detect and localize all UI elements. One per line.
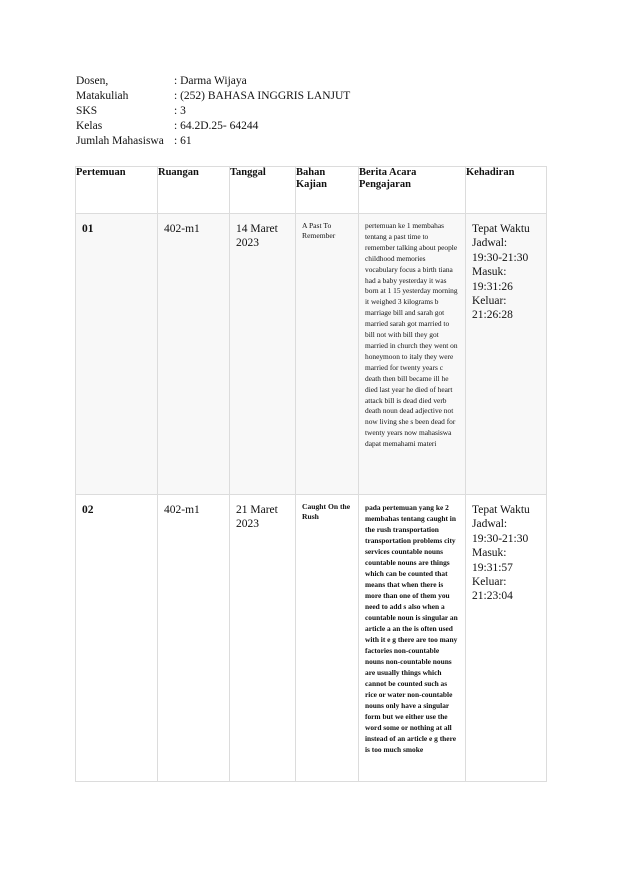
attendance-table xyxy=(75,166,547,782)
info-label: Dosen, xyxy=(76,75,109,87)
kehadiran-status: Tepat Waktu xyxy=(472,223,530,235)
info-value: : Darma Wijaya xyxy=(174,75,247,87)
kehadiran-jadwal-value: 19:30-21:30 xyxy=(472,251,529,264)
info-label: Matakuliah xyxy=(76,90,129,102)
info-row-kelas xyxy=(76,119,350,134)
kehadiran-jadwal-label: Jadwal: xyxy=(472,237,508,250)
cell-kehadiran xyxy=(466,214,547,495)
kehadiran-keluar-label: Keluar: xyxy=(472,295,507,308)
cell-tanggal: 14 Maret 2023 xyxy=(230,214,296,495)
kehadiran-jadwal-value: 19:30-21:30 xyxy=(472,532,529,545)
kehadiran-keluar-value: 21:23:04 xyxy=(472,590,513,603)
info-value: : 64.2D.25- 64244 xyxy=(174,120,259,132)
kehadiran-keluar-label: Keluar: xyxy=(472,576,507,589)
info-row-jumlah-mahasiswa xyxy=(76,134,350,149)
cell-berita-acara: pada pertemuan yang ke 2 membahas tentang caught in the rush transportation transportation problems city services countable nouns countable nouns are things which can be counted that means that when there is more than one of them you need to add s also when a countable noun is singular an article a an the is often used with it e g there are too many factories non-countable nouns non-countable nouns are usually things which cannot be counted such as rice or water non-countable nouns only have a singular form but we either use the word some or nothing at all instead of an article e g there is too much smoke xyxy=(359,495,466,782)
kehadiran-masuk-label: Masuk: xyxy=(472,547,507,560)
kehadiran-jadwal-label: Jadwal: xyxy=(472,518,508,531)
header-pertemuan: Pertemuan xyxy=(76,167,158,214)
header-bahan-kajian: Bahan Kajian xyxy=(296,167,359,214)
cell-bahan-kajian: A Past To Remember xyxy=(296,214,359,495)
header-ruangan: Ruangan xyxy=(158,167,230,214)
kehadiran-keluar-value: 21:26:28 xyxy=(472,309,513,322)
cell-tanggal: 21 Maret 2023 xyxy=(230,495,296,782)
info-row-sks xyxy=(76,104,350,119)
header-kehadiran: Kehadiran xyxy=(466,167,547,214)
course-info xyxy=(76,74,350,149)
cell-berita-acara: pertemuan ke 1 membahas tentang a past time to remember talking about people childhood memories vocabulary focus a birth tiana had a baby yesterday it was born at 1 15 yesterday morning it weighed 3 kilograms b marriage bill and sarah got married sarah got married to bill not with bill they got married in church they went on honeymoon to italy they were married for twenty years c death then bill became ill he died last year he died of heart attack bill is dead died verb death noun dead adjective not now living she s been dead for twenty years now mahasiswa dapat memahami materi xyxy=(359,214,466,495)
cell-ruangan: 402-m1 xyxy=(158,495,230,782)
cell-bahan-kajian: Caught On the Rush xyxy=(296,495,359,782)
kehadiran-masuk-value: 19:31:26 xyxy=(472,280,513,293)
header-tanggal: Tanggal xyxy=(230,167,296,214)
info-label: SKS xyxy=(76,105,98,117)
cell-kehadiran xyxy=(466,495,547,782)
cell-ruangan: 402-m1 xyxy=(158,214,230,495)
info-label: Jumlah Mahasiswa xyxy=(76,135,164,147)
cell-pertemuan: 02 xyxy=(76,495,158,782)
kehadiran-masuk-label: Masuk: xyxy=(472,266,507,279)
info-value: : (252) BAHASA INGGRIS LANJUT xyxy=(174,90,351,102)
table-header-row xyxy=(76,167,547,214)
info-row-matakuliah xyxy=(76,89,350,104)
table-row xyxy=(76,214,547,495)
info-value: : 61 xyxy=(174,135,192,147)
kehadiran-status: Tepat Waktu xyxy=(472,504,530,516)
header-berita-acara: Berita Acara Pengajaran xyxy=(359,167,466,214)
info-label: Kelas xyxy=(76,120,103,132)
cell-pertemuan: 01 xyxy=(76,214,158,495)
info-row-dosen xyxy=(76,74,350,89)
info-value: : 3 xyxy=(174,105,186,117)
table-row xyxy=(76,495,547,782)
kehadiran-masuk-value: 19:31:57 xyxy=(472,561,513,574)
